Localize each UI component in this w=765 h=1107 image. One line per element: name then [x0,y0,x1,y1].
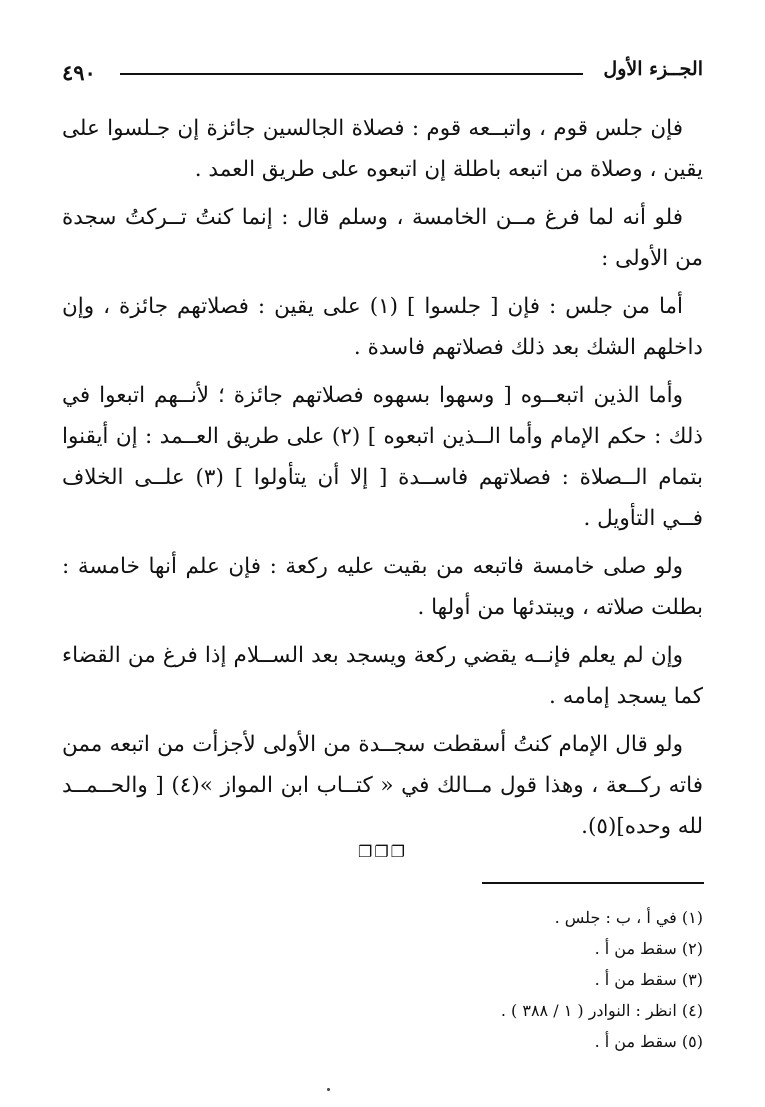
paragraph: ولو قال الإمام كنتُ أسقطت سجــدة من الأولى لأجزأت من اتبعه ممن فاته ركــعة ، وهذا قول مــالك في « كتــاب ابن المواز »(٤) [ والحــمــد لله وحده](٥). [62,732,703,839]
page-number: ٤٩٠ [62,60,96,85]
footnotes [62,902,703,1057]
footnote: (٣) سقط من أ . [594,970,703,989]
footnote: (٥) سقط من أ . [594,1032,703,1051]
footnote: (٤) انظر : النوادر ( ١ / ٣٨٨ ) . [500,1001,703,1020]
running-title: الجــزء الأول [603,58,703,80]
paragraph: أما من جلس : فإن [ جلسوا ] (١) على يقين : فصلاتهم جائزة ، وإن داخلهم الشك بعد ذلك فصلاتهم فاسدة . [62,294,703,360]
page-header [62,58,703,88]
paragraph: فإن جلس قوم ، واتبــعه قوم : فصلاة الجالسين جائزة إن جـلسوا على يقين ، وصلاة من اتبعه باطلة إن اتبعوه على طريق العمد . [62,116,703,182]
paragraph: وأما الذين اتبعــوه [ وسهوا بسهوه فصلاتهم جائزة ؛ لأنــهم اتبعوا في ذلك : حكم الإمام وأما الــذين اتبعوه ] (٢) على طريق العــمد : إن أيقنوا بتمام الــصلاة : فصلاتهم فاســدة [ إلا أن يتأولوا ] (٣) علــى الخلاف فــي التأويل . [62,383,703,531]
header-rule [120,73,583,75]
footnote: (١) في أ ، ب : جلس . [554,908,703,927]
section-ornament: ❐❐❐ [357,842,408,861]
footnote-separator [482,882,704,884]
footnote: (٢) سقط من أ . [594,939,703,958]
paragraph: فلو أنه لما فرغ مــن الخامسة ، وسلم قال : إنما كنتُ تــركتُ سجدة من الأولى : [62,205,703,271]
paragraph: ولو صلى خامسة فاتبعه من بقيت عليه ركعة : فإن علم أنها خامسة : بطلت صلاته ، ويبتدئها من أولها . [62,554,703,620]
main-text [62,108,703,854]
paragraph: وإن لم يعلم فإنــه يقضي ركعة ويسجد بعد الســلام إذا فرغ من القضاء كما يسجد إمامه . [62,643,703,709]
print-speck [327,1088,330,1091]
